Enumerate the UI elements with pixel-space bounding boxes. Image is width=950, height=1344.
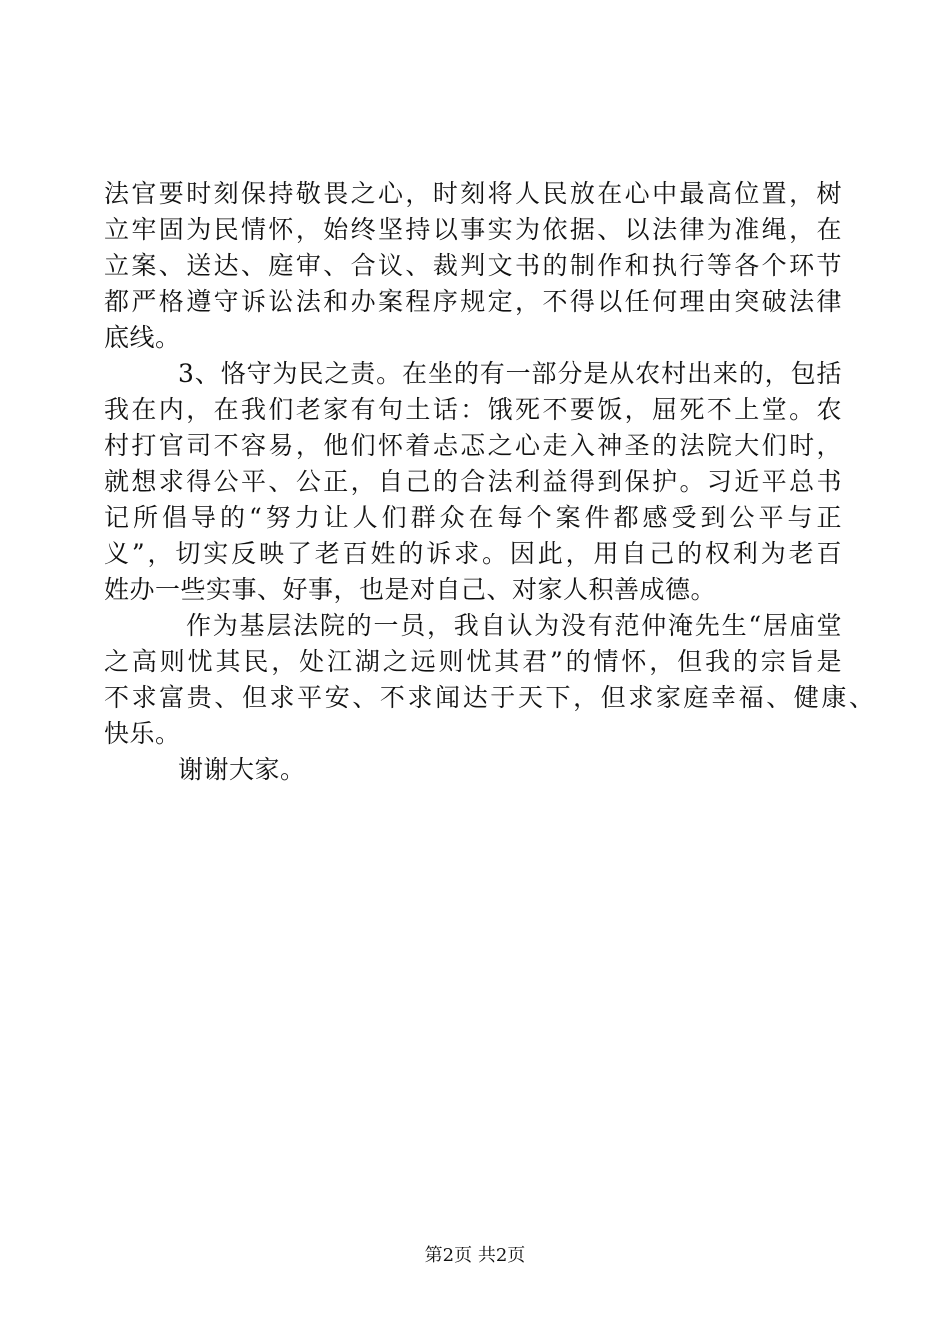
text-line: 义”，切实反映了老百姓的诉求。因此，用自己的权利为老百: [104, 539, 842, 568]
document-body: [104, 176, 874, 788]
text-line: 快乐。: [104, 719, 181, 748]
text-line: 立牢固为民情怀，始终坚持以事实为依据、以法律为准绳，在: [104, 215, 842, 244]
text-line: 记所倡导的“努力让人们群众在每个案件都感受到公平与正: [104, 503, 842, 532]
text-line: 村打官司不容易，他们怀着忐忑之心走入神圣的法院大们时，: [104, 431, 842, 460]
text-line: 法官要时刻保持敬畏之心，时刻将人民放在心中最高位置，树: [104, 179, 842, 208]
text-line: 我在内，在我们老家有句土话：饿死不要饭，屈死不上堂。农: [104, 395, 842, 424]
text-line: 作为基层法院的一员，我自认为没有范仲淹先生“居庙堂: [186, 611, 842, 640]
text-line: 立案、送达、庭审、合议、裁判文书的制作和执行等各个环节: [104, 251, 842, 280]
text-line: 之高则忧其民，处江湖之远则忧其君”的情怀，但我的宗旨是: [104, 647, 842, 676]
text-line: 谢谢大家。: [178, 755, 306, 784]
text-line: 底线。: [104, 323, 181, 352]
text-line: 都严格遵守诉讼法和办案程序规定，不得以任何理由突破法律: [104, 287, 842, 316]
text-line: 3、恪守为民之责。在坐的有一部分是从农村出来的，包括: [178, 359, 842, 388]
text-line: 不求富贵、但求平安、不求闻达于天下，但求家庭幸福、健康、: [104, 683, 874, 712]
text-line: 姓办一些实事、好事，也是对自己、对家人积善成德。: [104, 575, 717, 604]
text-line: 就想求得公平、公正，自己的合法利益得到保护。习近平总书: [104, 467, 842, 496]
page-number-footer: 第2页 共2页: [424, 1245, 526, 1266]
